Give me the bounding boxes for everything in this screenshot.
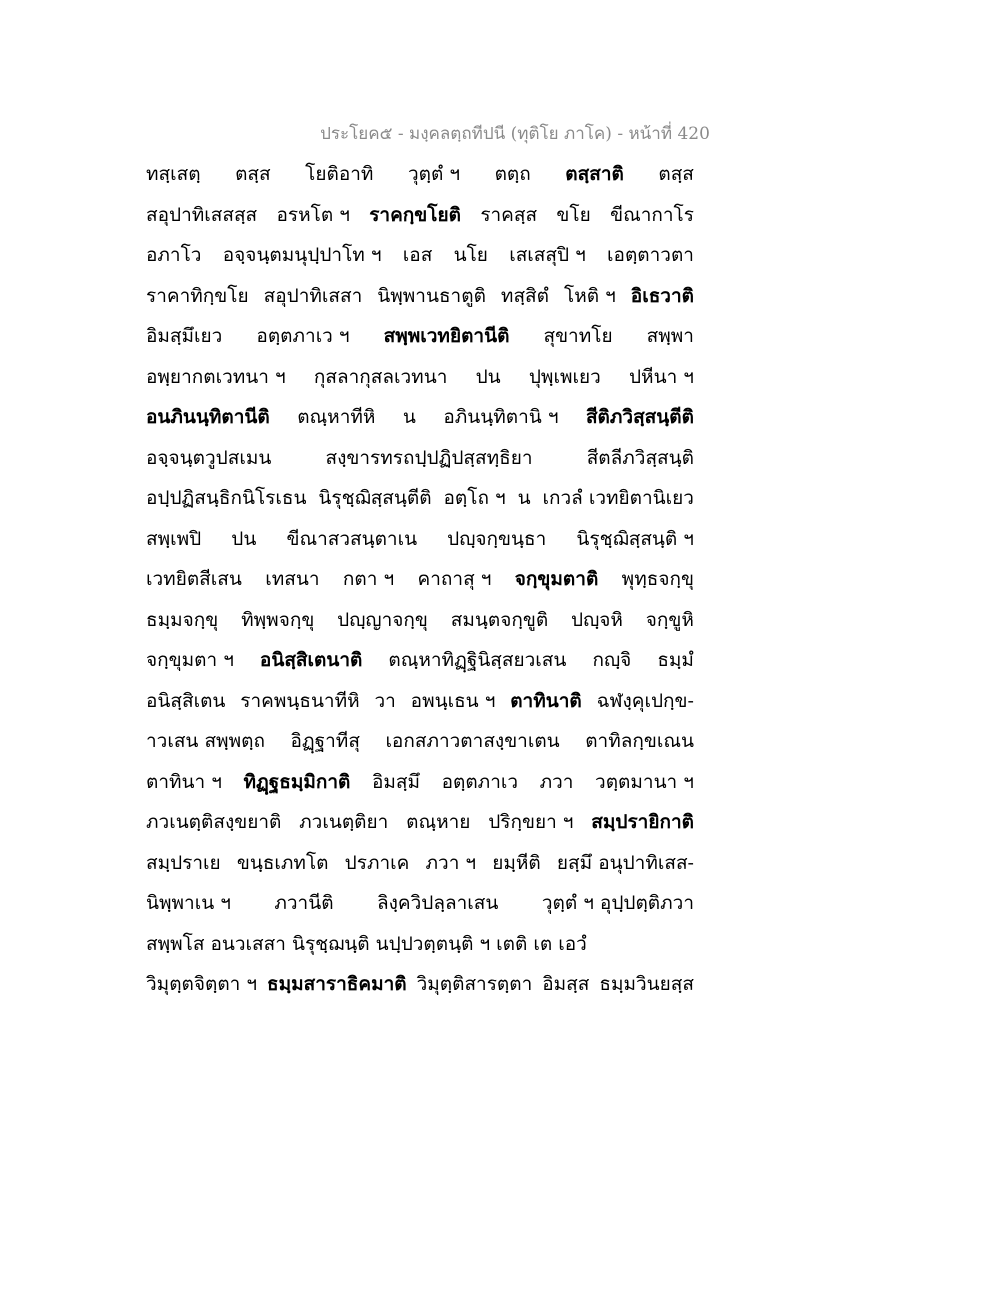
text-segment: ยมฺหีติ xyxy=(492,851,541,874)
text-segment: อจฺจนฺตมนุปฺปาโท ฯ xyxy=(222,244,382,266)
text-segment: นิพฺพาเน ฯ xyxy=(146,892,231,914)
text-segment: ปหีนา ฯ xyxy=(629,365,694,388)
text-line xyxy=(146,681,694,722)
text-segment: เกวลํ เวทยิตานิเยว xyxy=(542,487,694,509)
text-line xyxy=(146,721,694,762)
text-segment: อปฺปฏิสนฺธิกนิโรเธน xyxy=(146,487,307,509)
text-segment: สพฺพโส อนวเสสา นิรุชฺฌนฺติ นปฺปวตฺตนฺติ ฯ เตติ เต เอวํ xyxy=(146,932,587,955)
text-segment: สมนฺตจกฺขูติ xyxy=(450,608,549,631)
text-segment: สอุปาทิเสสสฺส xyxy=(146,203,258,226)
text-segment: ตณฺหาย xyxy=(406,811,471,833)
text-segment: เอตฺตาวตา xyxy=(607,244,694,266)
text-segment: นิรุชฺฌิสฺสนฺติ ฯ xyxy=(576,527,694,550)
text-segment: อรหโต ฯ xyxy=(276,203,350,226)
text-segment: นโย xyxy=(453,244,488,266)
text-segment: ขโย xyxy=(556,203,591,226)
text-segment: วุตฺตํ ฯ อุปฺปตฺติภวา xyxy=(541,892,694,914)
text-segment: จกฺขุมตา ฯ xyxy=(146,649,234,671)
text-line xyxy=(146,964,694,1005)
text-line xyxy=(146,519,694,560)
text-segment: อนิสฺสิเตน xyxy=(146,689,226,712)
text-segment: เอส xyxy=(402,244,433,266)
text-segment: ตสฺส xyxy=(235,163,271,185)
text-segment: อตฺตภาเว xyxy=(441,770,519,793)
text-segment: ขีณาสวสนฺตาเน xyxy=(286,527,418,550)
text-line xyxy=(146,357,694,398)
text-segment: อพฺยากตเวทนา ฯ xyxy=(146,365,286,388)
text-segment: วุตฺตํ ฯ xyxy=(407,163,461,185)
text-segment: ภวา ฯ xyxy=(425,851,477,874)
text-segment: ปรภาเค xyxy=(344,851,410,874)
text-segment: นิพฺพานธาตูติ xyxy=(377,284,486,307)
text-line xyxy=(146,600,694,641)
text-line xyxy=(146,802,694,843)
text-segment: โหติ ฯ xyxy=(564,284,616,307)
text-segment: ตณฺหาทีหิ xyxy=(297,406,376,428)
text-line xyxy=(146,397,694,438)
text-segment: สีตลีภวิสฺสนฺติ xyxy=(586,446,694,469)
bold-term: สมฺปรายิกาติ xyxy=(591,811,694,833)
text-segment: สพฺเพปิ xyxy=(146,527,202,550)
bold-term: อิเธวาติ xyxy=(630,284,694,307)
bold-term: สีติภวิสฺสนฺตีติ xyxy=(585,406,694,428)
text-segment: ตาทิลกฺขเณน xyxy=(585,730,694,752)
text-segment: อิมสฺส xyxy=(542,973,590,995)
text-segment: อพนฺเธน ฯ xyxy=(410,689,496,712)
text-segment: ภวเนตฺติยา xyxy=(299,811,389,833)
text-segment: อภินนฺทิตานิ ฯ xyxy=(443,406,559,428)
text-segment: ภวานีติ xyxy=(274,892,334,914)
bold-term: ราคกฺขโยติ xyxy=(369,203,461,226)
text-segment: ปญฺญาจกฺขุ xyxy=(337,608,428,631)
text-segment: ยสฺมึ อนุปาทิเสส- xyxy=(556,851,694,874)
text-segment: ราคสฺส xyxy=(480,203,538,226)
text-line xyxy=(146,235,694,276)
bold-term: ธมฺมสาราธิคมาติ xyxy=(267,973,407,995)
text-segment: ปุพฺเพเยว xyxy=(528,365,601,388)
text-segment: ตาทินา ฯ xyxy=(146,770,222,793)
text-segment: กุสลากุสลเวทนา xyxy=(313,365,448,388)
text-line xyxy=(146,154,694,195)
page-header: ประโยค๕ - มงฺคลตฺถทีปนี (ทุติโย ภาโค) - หน้าที่ 420 xyxy=(320,124,710,144)
text-segment: กญฺจิ xyxy=(592,649,632,671)
text-segment: สพฺพา xyxy=(646,325,694,347)
text-line xyxy=(146,316,694,357)
text-line xyxy=(146,276,694,317)
text-line xyxy=(146,195,694,236)
text-line xyxy=(146,559,694,600)
text-segment: ภวา xyxy=(539,770,574,793)
text-segment: เอกสภาวตาสงฺขาเตน xyxy=(385,730,560,752)
text-segment: เทสนา xyxy=(265,568,320,590)
text-line xyxy=(146,883,694,924)
bold-term: อนภินนฺทิตานีติ xyxy=(146,406,270,428)
text-segment: ราคาทิกฺขโย xyxy=(146,284,249,307)
text-line xyxy=(146,843,694,884)
text-segment: วิมุตฺติสารตฺตา xyxy=(416,973,533,995)
text-segment: วิมุตฺตจิตฺตา ฯ xyxy=(146,973,258,995)
text-segment: ฉฬงฺคุเปกฺข- xyxy=(596,689,694,712)
text-segment: โยติอาทิ xyxy=(305,163,374,185)
text-segment: วา xyxy=(374,689,396,712)
text-segment: สงฺขารทรถปฺปฏิปสฺสทฺธิยา xyxy=(325,446,533,469)
bold-term: สพฺพเวทยิตานีติ xyxy=(383,325,510,347)
text-segment: ขีณากาโร xyxy=(610,203,694,226)
text-line xyxy=(146,924,694,965)
text-line xyxy=(146,478,694,519)
text-segment: ธมฺมวินยสฺส xyxy=(599,973,694,995)
text-segment: ทสฺเสตฺ xyxy=(146,163,201,185)
text-segment: ปน xyxy=(231,527,257,550)
text-line xyxy=(146,762,694,803)
text-segment: ภวเนตฺติสงฺขยาติ xyxy=(146,811,282,833)
bold-term: อนิสฺสิเตนาติ xyxy=(259,649,363,671)
text-segment: ปญฺจกฺขนฺธา xyxy=(447,527,547,550)
text-segment: นิรุชฺฌิสฺสนฺตีติ xyxy=(318,487,432,509)
text-segment: ปญฺจหิ xyxy=(571,608,623,631)
text-segment: อจฺจนฺตวูปสเมน xyxy=(146,446,272,469)
text-segment: ขนฺธเภทโต xyxy=(236,851,329,874)
bold-term: ตสฺสาติ xyxy=(565,163,624,185)
text-segment: สมฺปราเย xyxy=(146,851,221,874)
text-segment: าวเสน สพฺพตฺถ xyxy=(146,730,265,752)
text-segment: จกฺขูหิ xyxy=(645,608,694,631)
text-segment: ปริกฺขยา ฯ xyxy=(488,811,574,833)
text-segment: วตฺตมานา ฯ xyxy=(595,770,694,793)
bold-term: ตาทินาติ xyxy=(510,689,582,712)
bold-term: ทิฏฺฐธมฺมิกาติ xyxy=(243,770,351,793)
text-segment: สุขาทโย xyxy=(543,325,613,347)
text-segment: น xyxy=(517,487,531,509)
text-segment: ธมฺมจกฺขุ xyxy=(146,608,219,631)
text-segment: ราคพนฺธนาทีหิ xyxy=(240,689,360,712)
text-segment: น xyxy=(402,406,416,428)
text-segment: กตา ฯ xyxy=(342,568,395,590)
text-segment: ตสฺส xyxy=(658,163,694,185)
text-segment: สอุปาทิเสสา xyxy=(263,284,363,307)
bold-term: จกฺขุมตาติ xyxy=(514,568,599,590)
text-segment: เวทยิตสีเสน xyxy=(146,568,242,590)
text-segment: อภาโว xyxy=(146,244,202,266)
text-segment: ธมฺมํ xyxy=(657,649,694,671)
text-segment: ลิงฺควิปลฺลาเสน xyxy=(376,892,499,914)
text-segment: ปน xyxy=(475,365,501,388)
text-segment: อิมสฺมึเยว xyxy=(146,325,223,347)
text-segment: เสเสสุปิ ฯ xyxy=(509,244,586,266)
text-segment: พุทฺธจกฺขุ xyxy=(621,568,694,590)
text-segment: อตฺโถ ฯ xyxy=(443,487,506,509)
text-line xyxy=(146,640,694,681)
text-segment: คาถาสุ ฯ xyxy=(417,568,492,590)
text-segment: ตณฺหาทิฏฺฐินิสฺสยวเสน xyxy=(388,649,567,671)
text-segment: ตตฺถ xyxy=(494,163,531,185)
text-segment: อตฺตภาเว ฯ xyxy=(256,325,350,347)
body-text xyxy=(146,154,694,1005)
text-line xyxy=(146,438,694,479)
text-segment: ทิพฺพจกฺขุ xyxy=(241,608,315,631)
text-segment: อิมสฺมึ xyxy=(371,770,421,793)
text-segment: อิฏฺฐาทีสุ xyxy=(290,730,360,752)
text-segment: ทสฺสิตํ xyxy=(500,284,549,307)
